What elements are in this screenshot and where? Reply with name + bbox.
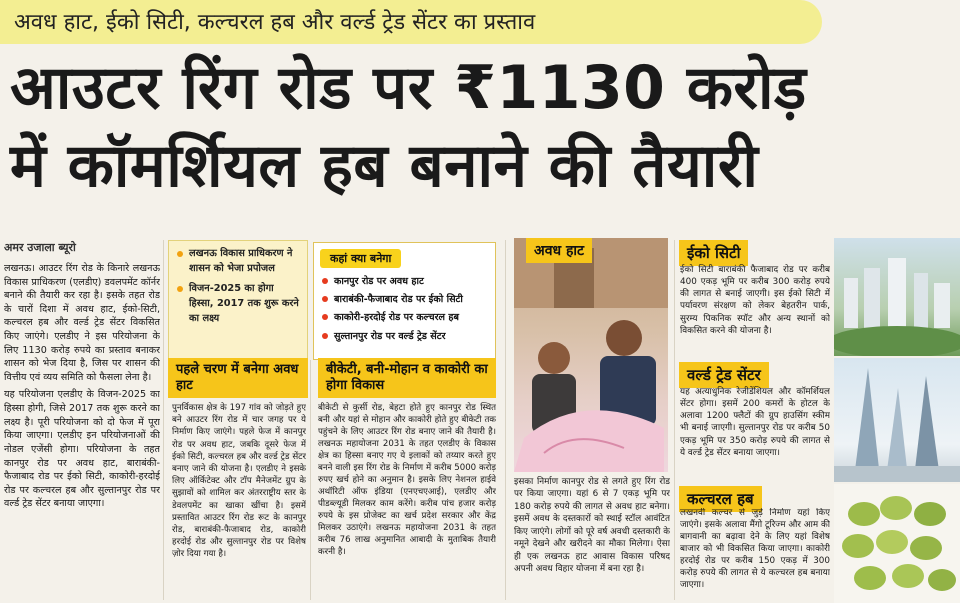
column-1-text bbox=[4, 262, 160, 602]
cultural-hub-text: लखनवी कल्चर से जुड़े निर्माण यहां किए जाएंगे। इसके अलावा मैंगो टूरिज्म और आम की बागवानी का बढ़ावा देने के लिए यहां विशेष बाजार को भी विकसित किया जाएगा। काकोरी हरदोई रोड पर करीब 150 एकड़ में 300 करोड़ रुपये की लागत से ये कल्चरल हब बनाया जाएगा। bbox=[680, 508, 830, 590]
what-where-box bbox=[313, 242, 496, 360]
awadh-haat-photo bbox=[514, 238, 668, 472]
kicker: अवध हाट, ईको सिटी, कल्चरल हब और वर्ल्ड ट्रेड सेंटर का प्रस्ताव bbox=[0, 0, 822, 44]
what-where-item: कानपुर रोड पर अवध हाट bbox=[322, 273, 463, 291]
awadh-haat-head: अवध हाट bbox=[526, 238, 592, 263]
awadh-haat-text: इसका निर्माण कानपुर रोड से लगते हुए रिंग रोड पर किया जाएगा। यहां 6 से 7 एकड़ भूमि पर 180 करोड़ रुपये की लागत से अवध हाट बनेगा। इसमें अवध के दस्तकारों को स्थाई स्टॉल आवंटित किए जाएंगे। लोगों को पूरे वर्ष अवधी दस्तकारी के नमूने देखने और खरीदने का मौका मिलेगा। ऐसा ही एक लखनऊ हाट आवास विकास परिषद अपनी अवध विहार योजना में बना रहा है। bbox=[514, 477, 670, 575]
artisans-illustration bbox=[514, 238, 668, 472]
bkt-banner: बीकेटी, बनी-मोहान व काकोरी का होगा विकास bbox=[318, 358, 496, 398]
byline: अमर उजाला ब्यूरो bbox=[4, 241, 76, 254]
info-point: लखनऊ विकास प्राधिकरण ने शासन को भेजा प्रपोजल bbox=[177, 247, 301, 276]
eco-city-text: ईको सिटी बाराबंकी फैजाबाद रोड पर करीब 400 एकड़ भूमि पर करीब 300 करोड़ रुपये की लागत से बनाई जाएगी। इस ईको सिटी में पर्यावरण संरक्षण को लेकर बेहतरीन पार्क, सुरम्य पिकनिक स्पॉट और अन्य स्थानों को विकसित करने की योजना है। bbox=[680, 265, 830, 336]
cultural-hub-head: कल्चरल हब bbox=[679, 486, 762, 512]
wtc-head: वर्ल्ड ट्रेड सेंटर bbox=[679, 362, 769, 388]
phase1-text: पुनर्विकास क्षेत्र के 197 गांव को जोड़ते हुए बने आउटर रिंग रोड में चार जगह पर ये निर्माण किए जाएंगे। पहले फेज में कानपुर रोड पर अवध हाट, जबकि दूसरे फेज में ईको सिटी, कल्चरल हब और वर्ल्ड ट्रेड सेंटर बनाए जाने की योजना है। एलडीए ने इसके लिए ऑर्किटेक्ट और टॉप मैनेजमेंट ग्रुप के सुझावों को शामिल कर अंतरराष्ट्रीय स्तर के डेवलपमेंट का खाका खींचा है। इसमें प्रस्तावित आउटर रिंग रोड रूट के कानपुर रोड, बाराबंकी-फैजाबाद रोड, काकोरी हरदोई रोड और सुल्तानपुर रोड पर विशेष ज़ोर दिया गया है। bbox=[172, 403, 306, 560]
mangoes-illustration bbox=[834, 484, 960, 603]
eco-city-illustration bbox=[834, 238, 960, 356]
what-where-item: काकोरी-हरदोई रोड पर कल्चरल हब bbox=[322, 309, 463, 327]
column-divider bbox=[310, 360, 311, 600]
column-divider bbox=[505, 240, 506, 600]
what-where-item: बाराबंकी-फैजाबाद रोड पर ईको सिटी bbox=[322, 291, 463, 309]
eco-city-photo bbox=[834, 238, 960, 356]
column-divider bbox=[163, 240, 164, 600]
col1-paragraph-2: यह परियोजना एलडीए के विजन-2025 का हिस्सा होगी, जिसे 2017 तक शुरू करने का लक्ष्य है। पूरी परियोजना को दो फेज में पूरा किया जाएगा। एलडीए इन परियोजनाओं की नोडल एजेंसी होगा। परियोजना के तहत कानपुर रोड पर अवध हाट, बाराबंकी-फैजाबाद रोड पर ईको सिटी, काकोरी-हरदोई रोड पर कल्चरल हब और सुल्तानपुर रोड पर वर्ल्ड ट्रेड सेंटर बनाया जाएगा। bbox=[4, 389, 160, 510]
cultural-hub-photo bbox=[834, 484, 960, 603]
info-point: विजन-2025 का होगा हिस्सा, 2017 तक शुरू करने का लक्ष्य bbox=[177, 282, 301, 326]
wtc-illustration bbox=[834, 358, 960, 482]
bkt-text: बीकेटी से कुर्सी रोड, बेहटा होते हुए कानपुर रोड स्थित बनी और यहां से मोहान और काकोरी होते हुए बीकेटी तक पहुंचने के लिए आउटर रिंग रोड बनाए जाने की तैयारी है। लखनऊ महायोजना 2031 के तहत एलडीए के विकास क्षेत्र का हिस्सा बनाए गए ये इलाकों को तय्यार करते हुए बनने वाली इस रिंग रोड के निर्माण में करीब 5000 करोड़ रुपए खर्च होने का अनुमान है। इसके लिए नेशनल हाईवे अथॉरिटी ऑफ इंडिया (एनएचएआई), एलडीए और पीडब्ल्यूडी मिलकर काम करेंगे। करीब पांच हजार करोड़ रुपये के इस प्रोजेक्ट का खर्च प्रदेश सरकार और केंद्र मिलकर उठाएंगे। लखनऊ महायोजना 2031 के तहत करीब 76 लाख अनुमानित आबादी के मुताबिक तैयारी करनी है। bbox=[318, 403, 496, 558]
what-where-tag: कहां क्या बनेगा bbox=[320, 249, 401, 268]
wtc-photo bbox=[834, 358, 960, 482]
eco-city-head: ईको सिटी bbox=[679, 240, 748, 266]
col1-paragraph-1: लखनऊ। आउटर रिंग रोड के किनारे लखनऊ विकास प्राधिकरण (एलडीए) डवलपमेंट कॉर्नर बनाने की तैयारी कर रहा है। इसके तहत रोड के चारों दिशा में अवध हाट, ईको-सिटी, कल्चरल हब और वर्ल्ड ट्रेड सेंटर विकसित किए जाएंगे। एलडीए ने इस परियोजना के लिए 1130 करोड़ रुपये का प्रस्ताव बनाकर शासन को भेज दिया है, जिस पर शासन की वित्तीय एवं व्यय समिति को फैसला लेना है। bbox=[4, 263, 160, 383]
column-divider bbox=[674, 240, 675, 600]
wtc-text: यह अत्याधुनिक रेजीडेंशियल और कॉमर्शियल सेंटर होगा। इसमें 200 कमरों के होटल के अलावा 1200 फ्लैटों की ग्रुप हाउसिंग स्कीम भी बनाई जाएगी। सुल्तानपुर रोड पर करीब 50 एकड़ भूमि पर 350 करोड़ रुपये की लागत से ये वर्ल्ड ट्रेड सेंटर बनाया जाएगा। bbox=[680, 387, 830, 458]
headline-line2: में कॉमर्शियल हब बनाने की तैयारी bbox=[10, 131, 759, 201]
phase1-banner: पहले चरण में बनेगा अवध हाट bbox=[168, 358, 308, 398]
info-points-box bbox=[168, 240, 308, 362]
headline-line1: आउटर रिंग रोड पर ₹1130 करोड़ bbox=[10, 53, 807, 123]
what-where-item: सुल्तानपुर रोड पर वर्ल्ड ट्रेड सेंटर bbox=[322, 328, 463, 346]
